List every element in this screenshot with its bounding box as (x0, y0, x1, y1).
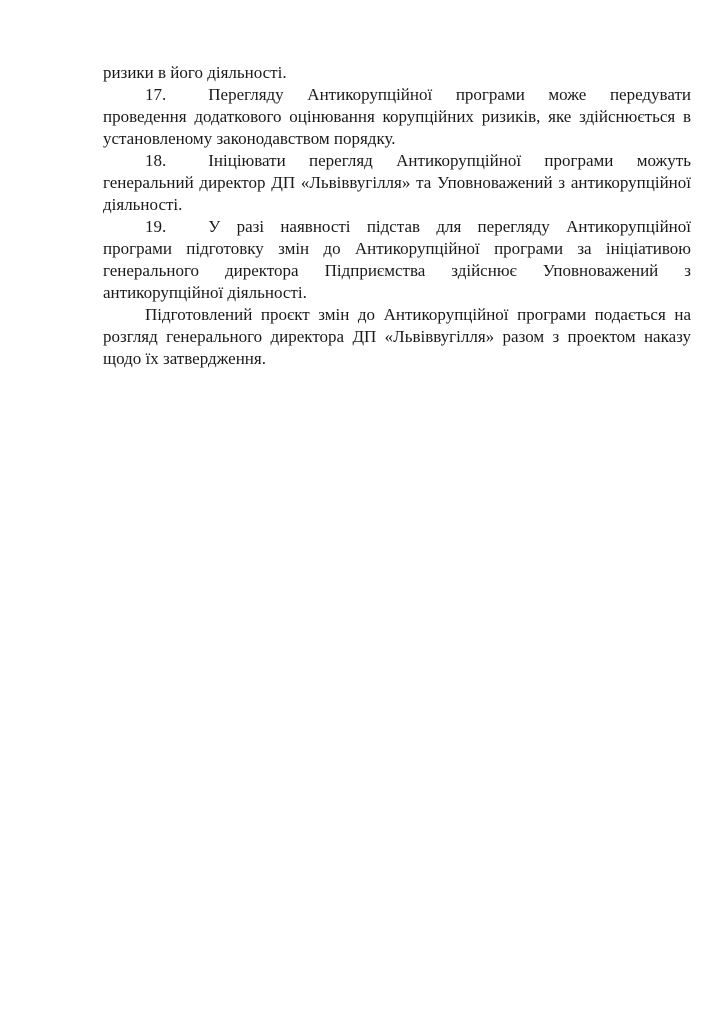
list-item-17-text: Перегляду Антикорупційної програми може передувати проведення додаткового оцінювання корупційних ризиків, яке здійснюється в установленому законодавством порядку. (103, 85, 691, 148)
list-item-17 (103, 84, 691, 150)
closing-paragraph: Підготовлений проєкт змін до Антикорупційної програми подається на розгляд генерального директора ДП «Львіввугілля» разом з проектом наказу щодо їх затвердження. (103, 305, 691, 368)
list-item-19-number: 19. (145, 217, 167, 236)
list-item-17-number: 17. (145, 85, 167, 104)
document-text-block (103, 62, 691, 370)
list-item-18-number: 18. (145, 151, 167, 170)
carryover-line: ризики в його діяльності. (103, 63, 287, 82)
list-item-19-text: У разі наявності підстав для перегляду Антикорупційної програми підготовку змін до Антикорупційної програми за ініціативою генерального директора Підприємства здійснює Уповноважений з антикорупційної діяльності. (103, 217, 691, 302)
list-item-18 (103, 150, 691, 216)
list-item-19 (103, 216, 691, 304)
list-item-18-text: Ініціювати перегляд Антикорупційної програми можуть генеральний директор ДП «Львіввугілля» та Уповноважений з антикорупційної діяльності. (103, 151, 691, 214)
